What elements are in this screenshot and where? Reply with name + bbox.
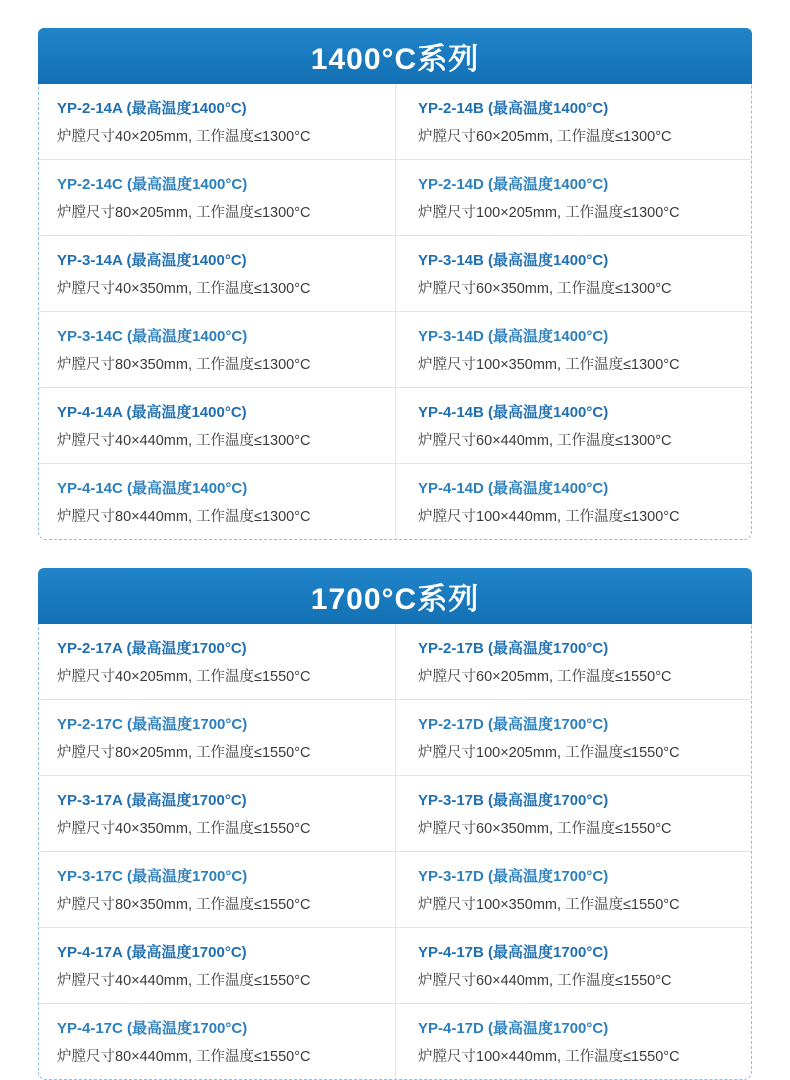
product-model: YP-4-14D (最高温度1400°C) <box>418 480 609 497</box>
product-spec: 炉膛尺寸80×350mm, 工作温度≤1300°C <box>57 357 311 373</box>
product-cell[interactable] <box>39 84 395 159</box>
product-model: YP-2-17B (最高温度1700°C) <box>418 640 609 657</box>
product-spec: 炉膛尺寸100×440mm, 工作温度≤1550°C <box>418 1049 680 1065</box>
table-row <box>39 84 751 160</box>
series-title: 1700°C系列 <box>310 583 480 616</box>
product-spec: 炉膛尺寸80×205mm, 工作温度≤1550°C <box>57 745 311 761</box>
table-row <box>39 776 751 852</box>
product-spec: 炉膛尺寸80×350mm, 工作温度≤1550°C <box>57 897 311 913</box>
product-cell[interactable] <box>39 236 395 311</box>
series-block-1700 <box>38 568 752 1080</box>
product-model: YP-4-14A (最高温度1400°C) <box>57 404 247 421</box>
product-model: YP-3-14C (最高温度1400°C) <box>57 328 248 345</box>
product-cell[interactable] <box>39 160 395 235</box>
product-cell[interactable] <box>39 700 395 775</box>
product-model: YP-2-14B (最高温度1400°C) <box>418 100 609 117</box>
product-model: YP-3-17A (最高温度1700°C) <box>57 792 247 809</box>
product-spec: 炉膛尺寸80×205mm, 工作温度≤1300°C <box>57 205 311 221</box>
product-cell[interactable] <box>395 388 751 463</box>
product-spec: 炉膛尺寸40×440mm, 工作温度≤1300°C <box>57 433 311 449</box>
table-row <box>39 700 751 776</box>
product-cell[interactable] <box>395 624 751 699</box>
product-spec: 炉膛尺寸40×350mm, 工作温度≤1550°C <box>57 821 311 837</box>
series-table-1700 <box>38 624 752 1080</box>
product-spec: 炉膛尺寸60×205mm, 工作温度≤1300°C <box>418 129 672 145</box>
product-spec: 炉膛尺寸100×350mm, 工作温度≤1300°C <box>418 357 680 373</box>
product-cell[interactable] <box>39 464 395 539</box>
table-row <box>39 852 751 928</box>
product-spec: 炉膛尺寸60×440mm, 工作温度≤1300°C <box>418 433 672 449</box>
product-model: YP-2-14C (最高温度1400°C) <box>57 176 248 193</box>
table-row <box>39 928 751 1004</box>
product-model: YP-3-17D (最高温度1700°C) <box>418 868 609 885</box>
product-model: YP-2-17D (最高温度1700°C) <box>418 716 609 733</box>
series-header-1400 <box>38 28 752 84</box>
product-model: YP-3-17B (最高温度1700°C) <box>418 792 609 809</box>
series-header-1700 <box>38 568 752 624</box>
product-cell[interactable] <box>395 84 751 159</box>
product-cell[interactable] <box>395 1004 751 1079</box>
product-spec: 炉膛尺寸100×350mm, 工作温度≤1550°C <box>418 897 680 913</box>
product-spec: 炉膛尺寸60×440mm, 工作温度≤1550°C <box>418 973 672 989</box>
product-spec: 炉膛尺寸40×205mm, 工作温度≤1550°C <box>57 669 311 685</box>
series-title: 1400°C系列 <box>310 43 480 76</box>
product-cell[interactable] <box>395 236 751 311</box>
table-row <box>39 1004 751 1079</box>
product-cell[interactable] <box>39 776 395 851</box>
product-model: YP-3-17C (最高温度1700°C) <box>57 868 248 885</box>
product-model: YP-4-14C (最高温度1400°C) <box>57 480 248 497</box>
product-cell[interactable] <box>39 388 395 463</box>
product-cell[interactable] <box>395 312 751 387</box>
product-model: YP-4-17B (最高温度1700°C) <box>418 944 609 961</box>
table-row <box>39 388 751 464</box>
product-cell[interactable] <box>39 624 395 699</box>
product-model: YP-2-17A (最高温度1700°C) <box>57 640 247 657</box>
product-spec: 炉膛尺寸100×205mm, 工作温度≤1300°C <box>418 205 680 221</box>
product-spec: 炉膛尺寸60×350mm, 工作温度≤1300°C <box>418 281 672 297</box>
table-row <box>39 624 751 700</box>
product-cell[interactable] <box>395 464 751 539</box>
product-spec: 炉膛尺寸100×205mm, 工作温度≤1550°C <box>418 745 680 761</box>
product-spec: 炉膛尺寸40×205mm, 工作温度≤1300°C <box>57 129 311 145</box>
product-cell[interactable] <box>39 928 395 1003</box>
product-model: YP-2-14D (最高温度1400°C) <box>418 176 609 193</box>
product-model: YP-3-14A (最高温度1400°C) <box>57 252 247 269</box>
product-spec: 炉膛尺寸100×440mm, 工作温度≤1300°C <box>418 509 680 525</box>
table-row <box>39 160 751 236</box>
product-spec: 炉膛尺寸60×205mm, 工作温度≤1550°C <box>418 669 672 685</box>
product-cell[interactable] <box>39 312 395 387</box>
product-cell[interactable] <box>395 928 751 1003</box>
product-model: YP-3-14D (最高温度1400°C) <box>418 328 609 345</box>
product-cell[interactable] <box>395 852 751 927</box>
product-cell[interactable] <box>39 852 395 927</box>
product-model: YP-2-14A (最高温度1400°C) <box>57 100 247 117</box>
series-block-1400 <box>38 28 752 540</box>
product-cell[interactable] <box>395 160 751 235</box>
table-row <box>39 312 751 388</box>
product-spec: 炉膛尺寸40×440mm, 工作温度≤1550°C <box>57 973 311 989</box>
product-spec: 炉膛尺寸80×440mm, 工作温度≤1550°C <box>57 1049 311 1065</box>
product-spec: 炉膛尺寸40×350mm, 工作温度≤1300°C <box>57 281 311 297</box>
product-model: YP-4-17D (最高温度1700°C) <box>418 1020 609 1037</box>
product-model: YP-4-17A (最高温度1700°C) <box>57 944 247 961</box>
series-table-1400 <box>38 84 752 540</box>
product-model: YP-4-14B (最高温度1400°C) <box>418 404 609 421</box>
product-cell[interactable] <box>395 776 751 851</box>
product-model: YP-4-17C (最高温度1700°C) <box>57 1020 248 1037</box>
table-row <box>39 464 751 539</box>
product-model: YP-2-17C (最高温度1700°C) <box>57 716 248 733</box>
product-model: YP-3-14B (最高温度1400°C) <box>418 252 609 269</box>
product-cell[interactable] <box>395 700 751 775</box>
product-spec: 炉膛尺寸60×350mm, 工作温度≤1550°C <box>418 821 672 837</box>
table-row <box>39 236 751 312</box>
product-cell[interactable] <box>39 1004 395 1079</box>
product-spec: 炉膛尺寸80×440mm, 工作温度≤1300°C <box>57 509 311 525</box>
